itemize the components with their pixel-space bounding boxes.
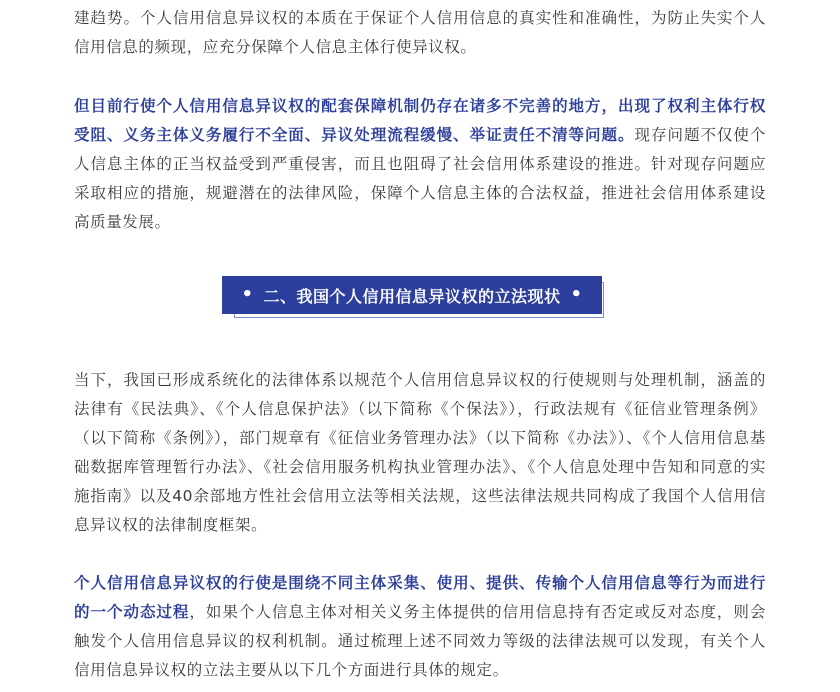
paragraph-3-text: 当下，我国已形成系统化的法律体系以规范个人信用信息异议权的行使规则与处理机制，涵盖的法律有《民法典》、《个人信息保护法》（以下简称《个保法》），行政法规有《征信业管理条例》（以下简称《条例》），部门规章有《征信业务管理办法》（以下简称《办法》）、《个人信用信息基础数据库管理暂行办法》、《社会信用服务机构执业管理办法》、《个人信息处理中告知和同意的实施指南》以及40余部地方性社会信用立法等相关法规，这些法律法规共同构成了我国个人信用信息异议权的法律制度框架。 [74,371,766,534]
section-heading [230,276,610,316]
paragraph-1 [74,4,766,62]
paragraph-1-text: 建趋势。个人信用信息异议权的本质在于保证个人信用信息的真实性和准确性，为防止失实个人信用信息的频现，应充分保障个人信息主体行使异议权。 [74,9,766,56]
paragraph-2 [74,92,766,237]
paragraph-4-text: ，如果个人信息主体对相关义务主体提供的信用信息持有否定或反对态度，则会触发个人信用信息异议的权利机制。通过梳理上述不同效力等级的法律法规可以发现，有关个人信用信息异议权的立法主要从以下几个方面进行具体的规定。 [74,603,766,679]
bullet-right-icon: • [570,284,583,305]
paragraph-4-highlight: 个人信用信息异议权的行使是围绕不同主体采集、使用、提供、传输个人信用信息等行为而进行的一个动态过程 [74,574,766,621]
paragraph-4 [74,569,766,685]
section-heading-title: 二、我国个人信用信息异议权的立法现状 [263,286,561,306]
bullet-left-icon: • [241,284,254,305]
section-heading-banner [222,276,602,314]
paragraph-3 [74,366,766,540]
paragraph-2-highlight: 但目前行使个人信用信息异议权的配套保障机制仍存在诸多不完善的地方，出现了权利主体行权受阻、义务主体义务履行不全面、异议处理流程缓慢、举证责任不清等问题。 [74,97,766,144]
paragraph-2-text: 现存问题不仅使个人信息主体的正当权益受到严重侵害，而且也阻碍了社会信用体系建设的推进。针对现存问题应采取相应的措施，规避潜在的法律风险，保障个人信息主体的合法权益，推进社会信用体系建设高质量发展。 [74,126,766,231]
